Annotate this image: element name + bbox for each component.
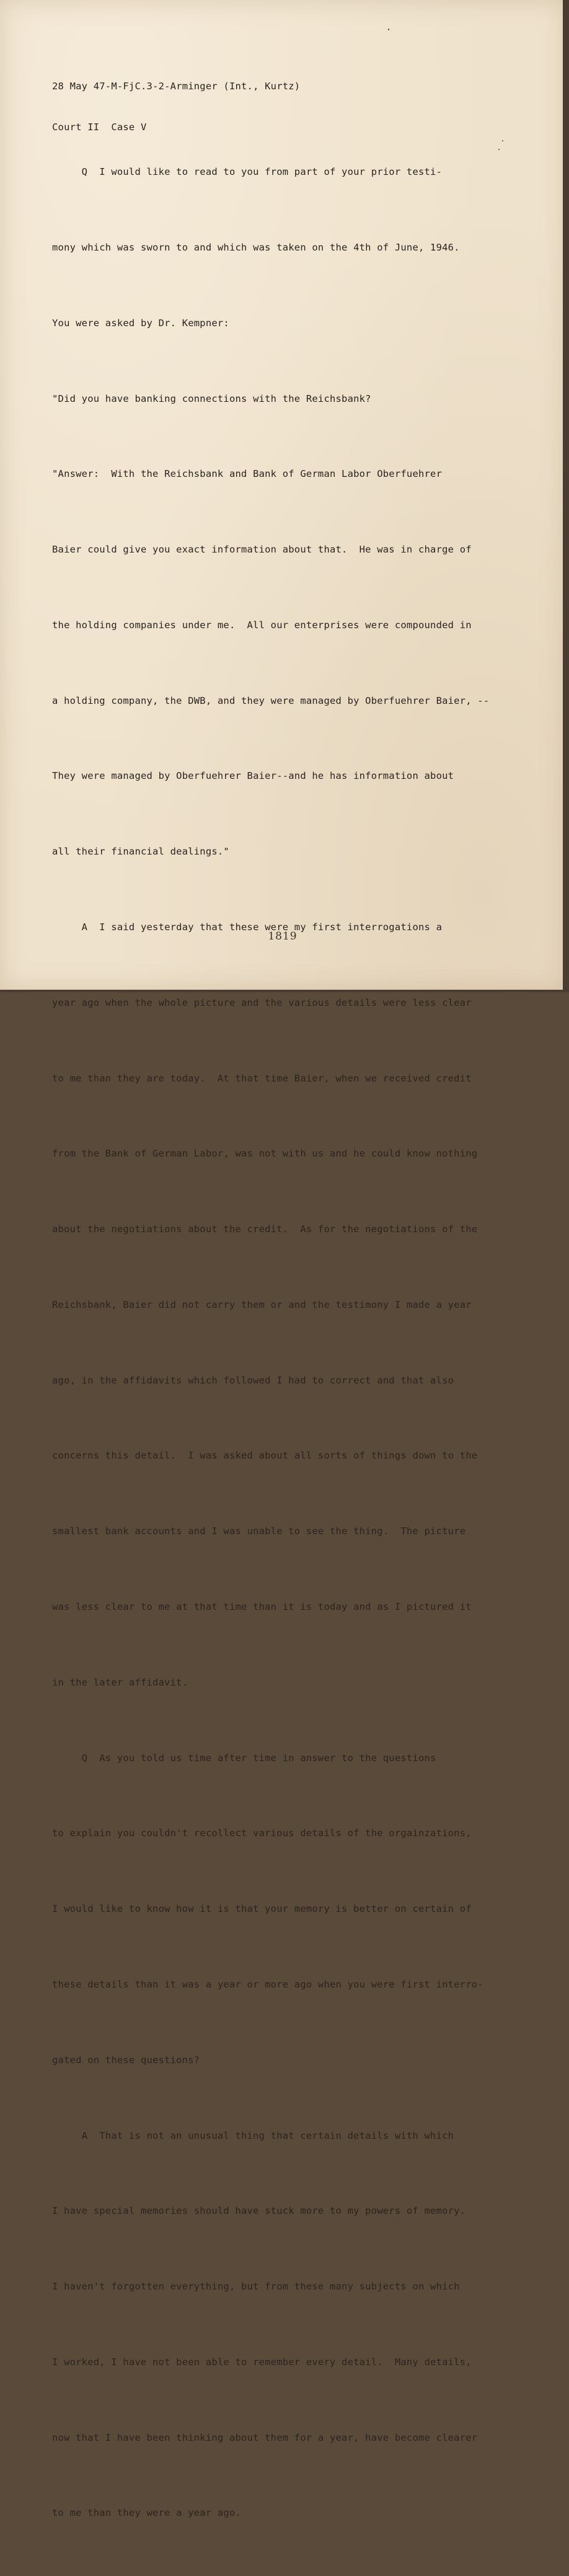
header-date-line: 28 May 47-M-FjC.3-2-Arminger (Int., Kurtz): [52, 81, 301, 92]
text-line: to me than they were a year ago.: [52, 2507, 242, 2519]
text-line: now that I have been thinking about them for a year, have become clearer: [52, 2432, 478, 2443]
text-line: concerns this detail. I was asked about all sorts of things down to the: [52, 1450, 478, 1462]
paper-speck: [502, 140, 503, 141]
text-line: You were asked by Dr. Kempner:: [52, 317, 229, 329]
text-line: to explain you couldn't recollect various details of the orgainzations,: [52, 1828, 472, 1839]
text-line: the holding companies under me. All our enterprises were compounded in: [52, 619, 472, 631]
text-line: Q As you told us time after time in answer to the questions: [52, 1752, 436, 1764]
paper-speck: [388, 29, 389, 30]
text-line: smallest bank accounts and I was unable to see the thing. The picture: [52, 1526, 466, 1537]
text-line: A That is not an unusual thing that certain details with which: [52, 2130, 454, 2141]
header-court-line: Court II Case V: [52, 122, 147, 133]
text-line: these details than it was a year or more ago when you were first interro-: [52, 1978, 483, 1990]
text-line: in the later affidavit.: [52, 1676, 188, 1688]
text-line: A I said yesterday that these were my first interrogations a: [52, 922, 443, 933]
text-line: "Did you have banking connections with the Reichsbank?: [52, 393, 371, 404]
text-line: I haven't forgotten everything, but from these many subjects on which: [52, 2281, 460, 2293]
text-line: Baier could give you exact information about that. He was in charge of: [52, 544, 472, 556]
text-line: "Answer: With the Reichsbank and Bank of German Labor Oberfuehrer: [52, 468, 443, 480]
scan-edge-bottom: [0, 990, 569, 992]
text-line: from the Bank of German Labor, was not with us and he could know nothing: [52, 1148, 478, 1160]
text-line: gated on these questions?: [52, 2054, 200, 2066]
text-line: about the negotiations about the credit. As for the negotiations of the: [52, 1224, 478, 1235]
text-line: I have special memories should have stuck more to my powers of memory.: [52, 2205, 466, 2217]
text-line: I worked, I have not been able to remember every detail. Many details,: [52, 2356, 472, 2368]
page-number: 1819: [268, 930, 298, 943]
text-line: a holding company, the DWB, and they were managed by Oberfuehrer Baier, --: [52, 695, 490, 706]
text-line: They were managed by Oberfuehrer Baier--and he has information about: [52, 770, 454, 782]
scan-edge-right: [563, 0, 569, 992]
text-line: I would like to know how it is that your memory is better on certain of: [52, 1903, 472, 1915]
text-line: to me than they are today. At that time Baier, when we received credit: [52, 1072, 472, 1084]
text-line: Reichsbank, Baier did not carry them or and the testimony I made a year: [52, 1299, 472, 1310]
text-line: year ago when the whole picture and the various details were less clear: [52, 997, 472, 1008]
text-line: ago, in the affidavits which followed I had to correct and that also: [52, 1374, 454, 1386]
text-line: all their financial dealings.": [52, 846, 229, 858]
paper-speck: [498, 149, 500, 150]
text-line: Q I would like to read to you from part of your prior testi-: [52, 166, 443, 178]
testimony-body: [52, 109, 489, 2576]
text-line: mony which was sworn to and which was taken on the 4th of June, 1946.: [52, 241, 460, 253]
text-line: was less clear to me at that time than it is today and as I pictured it: [52, 1601, 472, 1613]
